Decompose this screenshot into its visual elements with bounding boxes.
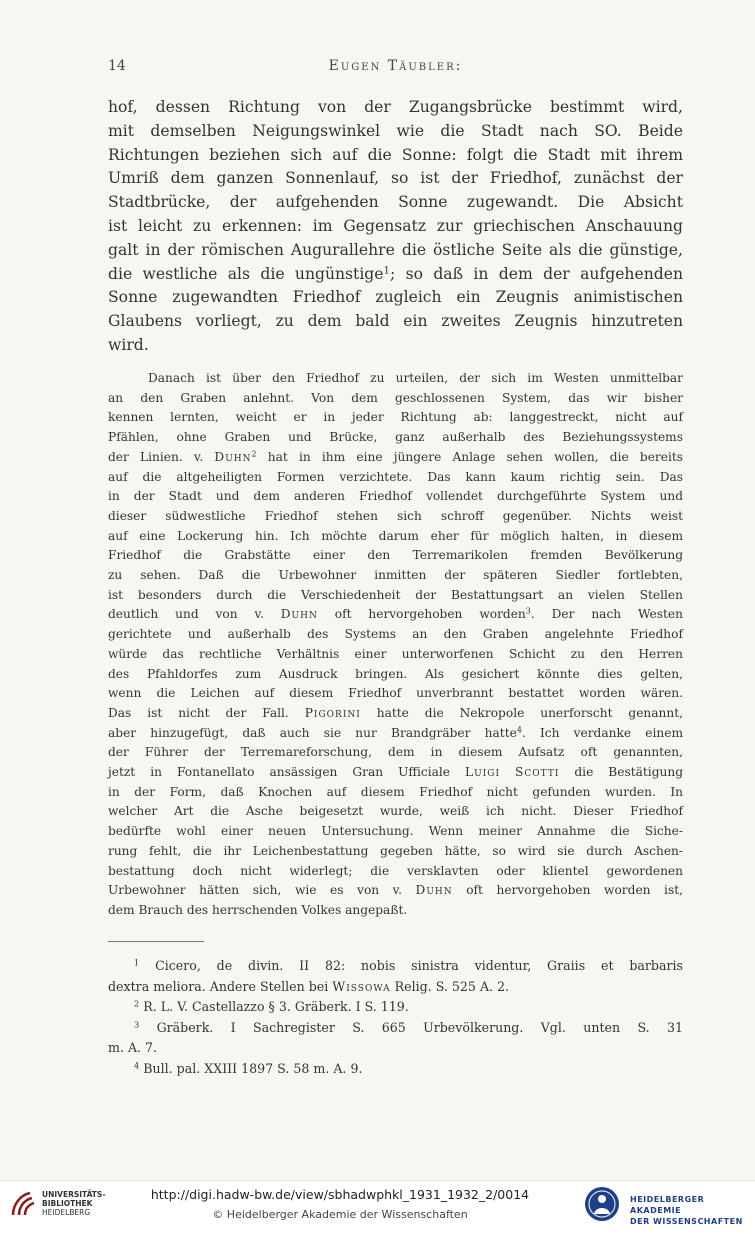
footnote-mark: 3 [134,1019,140,1030]
text-segment: deutlich und von v. [108,607,281,622]
running-head: Eugen Täubler: [328,58,463,74]
ub-line: BIBLIOTHEK [42,1199,93,1208]
footnote-4 [108,1059,683,1080]
permalink[interactable]: http://digi.hadw-bw.de/view/sbhadwphkl_1931_1932_2/0014 [150,1187,530,1202]
text-line: bedürfte wohl einer neuen Untersuchung. Wenn meiner Annahme die Siche- [108,824,683,839]
text-line: Umriß dem ganzen Sonnenlauf, so ist der Friedhof, zunächst der [108,169,683,188]
text-segment: aber hinzugefügt, daß auch sie nur Brandgräber hatte [108,725,517,740]
footnote-ref[interactable]: 2 [251,449,257,459]
text-line: ist besonders durch die Verschiedenheit der Bestattungsart an vielen Stellen [108,587,683,602]
footnote-ref[interactable]: 3 [525,607,531,617]
text-segment: . Ich verdanke einem [521,725,684,740]
text-segment: ; so daß in dem der aufgehenden [389,264,683,283]
page-header [108,58,683,80]
text-segment: oft hervorgehoben worden ist, [452,883,683,898]
text-line: rung fehlt, die ihr Leichenbestattung gegeben hätte, so wird sie durch Aschen- [108,843,683,858]
academy-name [630,1194,755,1227]
footnote-mark: 4 [134,1060,140,1071]
text-segment: hat in ihm eine jüngere Anlage sehen wollen, die bereits [256,449,684,464]
page-number: 14 [108,58,126,74]
author-name: Duhn [280,607,318,622]
person-name: Scotti [515,765,560,780]
footnote-ref[interactable]: 1 [383,265,390,277]
text-line: ist leicht zu erkennen: im Gegensatz zur griechischen Anschauung [108,216,683,235]
text-segment: die Bestätigung [559,765,683,780]
text-segment: dextra meliora. Andere Stellen bei [108,978,333,994]
footnote-mark: 2 [134,998,140,1009]
footnote-divider [108,941,204,942]
text-segment: Gräberk. I Sachregister S. 665 Urbevölkerung. Vgl. unten S. 31 [156,1019,683,1035]
text-line: wird. [108,335,149,354]
academy-line: HEIDELBERGER AKADEMIE [630,1195,705,1215]
text-line: dieser südwestliche Friedhof stehen sich schroff gegenüber. Nichts weist [108,508,683,523]
text-line: wenn die Leichen auf diesem Friedhof unverbrannt bestattet worden wären. [108,686,683,701]
text-line: der Führer der Terremareforschung, dem in diesem Aufsatz oft genannten, [108,745,683,760]
text-segment: Das ist nicht der Fall. [108,705,305,720]
text-line [108,605,683,625]
text-line: Friedhof die Grabstätte einer den Terremarikolen fremden Bevölkerung [108,548,683,563]
author-name: Duhn [214,449,252,464]
author-name: Pigorini [304,705,361,720]
footnote-mark: 1 [134,957,140,968]
text-segment: Relig. S. 525 A. 2. [390,978,510,994]
ub-line: UNIVERSITÄTS- [42,1190,106,1199]
main-paragraph [108,96,683,358]
person-name: Luigi [465,765,501,780]
text-line: mit demselben Neigungswinkel wie die Stadt nach SO. Beide [108,121,683,140]
text-line [108,763,683,783]
text-line: galt in der römischen Augurallehre die östliche Seite als die günstige, [108,240,683,259]
text-line: auf die altgeheiligten Formen verzichtete. Das kann kaum richtig sein. Das [108,469,683,484]
footnote-ref[interactable]: 4 [516,725,522,735]
text-segment: die westliche als die ungünstige [108,264,384,283]
academy-seal-icon [583,1185,621,1223]
text-segment: R. L. V. Castellazzo § 3. Gräberk. I S. 119. [143,999,409,1015]
footnote-1 [108,956,683,977]
text-segment: Urbewohner hätten sich, wie es von v. [108,883,416,898]
text-segment: der Linien. v. [108,449,215,464]
digitization-banner [0,1180,755,1234]
text-line: auf eine Lockerung hin. Ich möchte darum eher für möglich halten, in diesem [108,528,683,543]
text-segment: . Der nach Westen [530,607,683,622]
author-name: Duhn [415,883,453,898]
text-line: kennen lernten, weicht er in jeder Richtung ab: langgestreckt, nicht auf [108,410,683,425]
text-segment: oft hervorgehoben worden [317,607,526,622]
text-line: gerichtete und außerhalb des Systems an den Graben angelehnte Friedhof [108,627,683,642]
footnote-2 [108,997,683,1018]
text-segment: hatte die Nekropole unerforscht genannt, [360,705,684,720]
academy-line: DER WISSENSCHAFTEN [630,1217,743,1226]
text-line [108,263,683,287]
ub-heidelberg-logo-icon [8,1189,38,1219]
text-line: in der Stadt und dem anderen Friedhof vollendet durchgeführte System und [108,489,683,504]
footnote-1-cont [108,977,683,998]
text-segment: jetzt in Fontanellato ansässigen Gran Ufficiale [108,765,466,780]
small-print-paragraph [108,369,683,921]
text-line: dem Brauch des herrschenden Volkes angepaßt. [108,902,408,917]
text-line: Glaubens vorliegt, zu dem bald ein zweites Zeugnis hinzutreten [108,312,683,331]
text-line: bestattung doch nicht widerlegt; die versklavten oder klientel gewordenen [108,863,683,878]
text-line: würde das rechtliche Verhältnis einer unterworfenen Schicht zu den Herren [108,646,683,661]
ub-line: HEIDELBERG [42,1208,91,1217]
text-segment: Bull. pal. XXIII 1897 S. 58 m. A. 9. [143,1060,363,1076]
copyright-notice: © Heidelberger Akademie der Wissenschaften [212,1208,468,1221]
text-line [108,448,683,468]
text-line: Danach ist über den Friedhof zu urteilen, der sich im Westen unmittelbar [148,371,683,385]
text-line: Stadtbrücke, der aufgehenden Sonne zugewandt. Die Absicht [108,193,683,212]
text-line: an den Graben anlehnt. Von dem geschlossenen System, das wir bisher [108,390,683,405]
text-line [108,704,683,724]
text-line: hof, dessen Richtung von der Zugangsbrücke bestimmt wird, [108,98,683,116]
text-line [108,724,683,744]
ub-heidelberg-name [42,1190,105,1217]
text-line: Pfählen, ohne Graben und Brücke, ganz außerhalb des Beziehungssystems [108,430,683,445]
text-line: in der Form, daß Knochen auf diesem Friedhof nicht gefunden wurden. In [108,784,683,799]
text-line: des Pfahldorfes zum Ausdruck bringen. Als gesichert könnte dies gelten, [108,666,683,681]
author-name: Wissowa [332,978,391,994]
footnotes [108,956,683,1080]
footnote-3-cont: m. A. 7. [108,1040,158,1056]
text-line: Richtungen beziehen sich auf die Sonne: folgt die Stadt mit ihrem [108,145,683,164]
text-line: zu sehen. Daß die Urbewohner inmitten der späteren Siedler fortlebten, [108,568,683,583]
footnote-3 [108,1018,683,1039]
text-line [108,881,683,901]
text-segment: Cicero, de divin. II 82: nobis sinistra videntur, Graiis et barbaris [155,958,683,973]
text-line: welcher Art die Asche beigesetzt wurde, weiß ich nicht. Dieser Friedhof [108,804,683,819]
text-line: Sonne zugewandten Friedhof zugleich ein Zeugnis animistischen [108,288,683,307]
